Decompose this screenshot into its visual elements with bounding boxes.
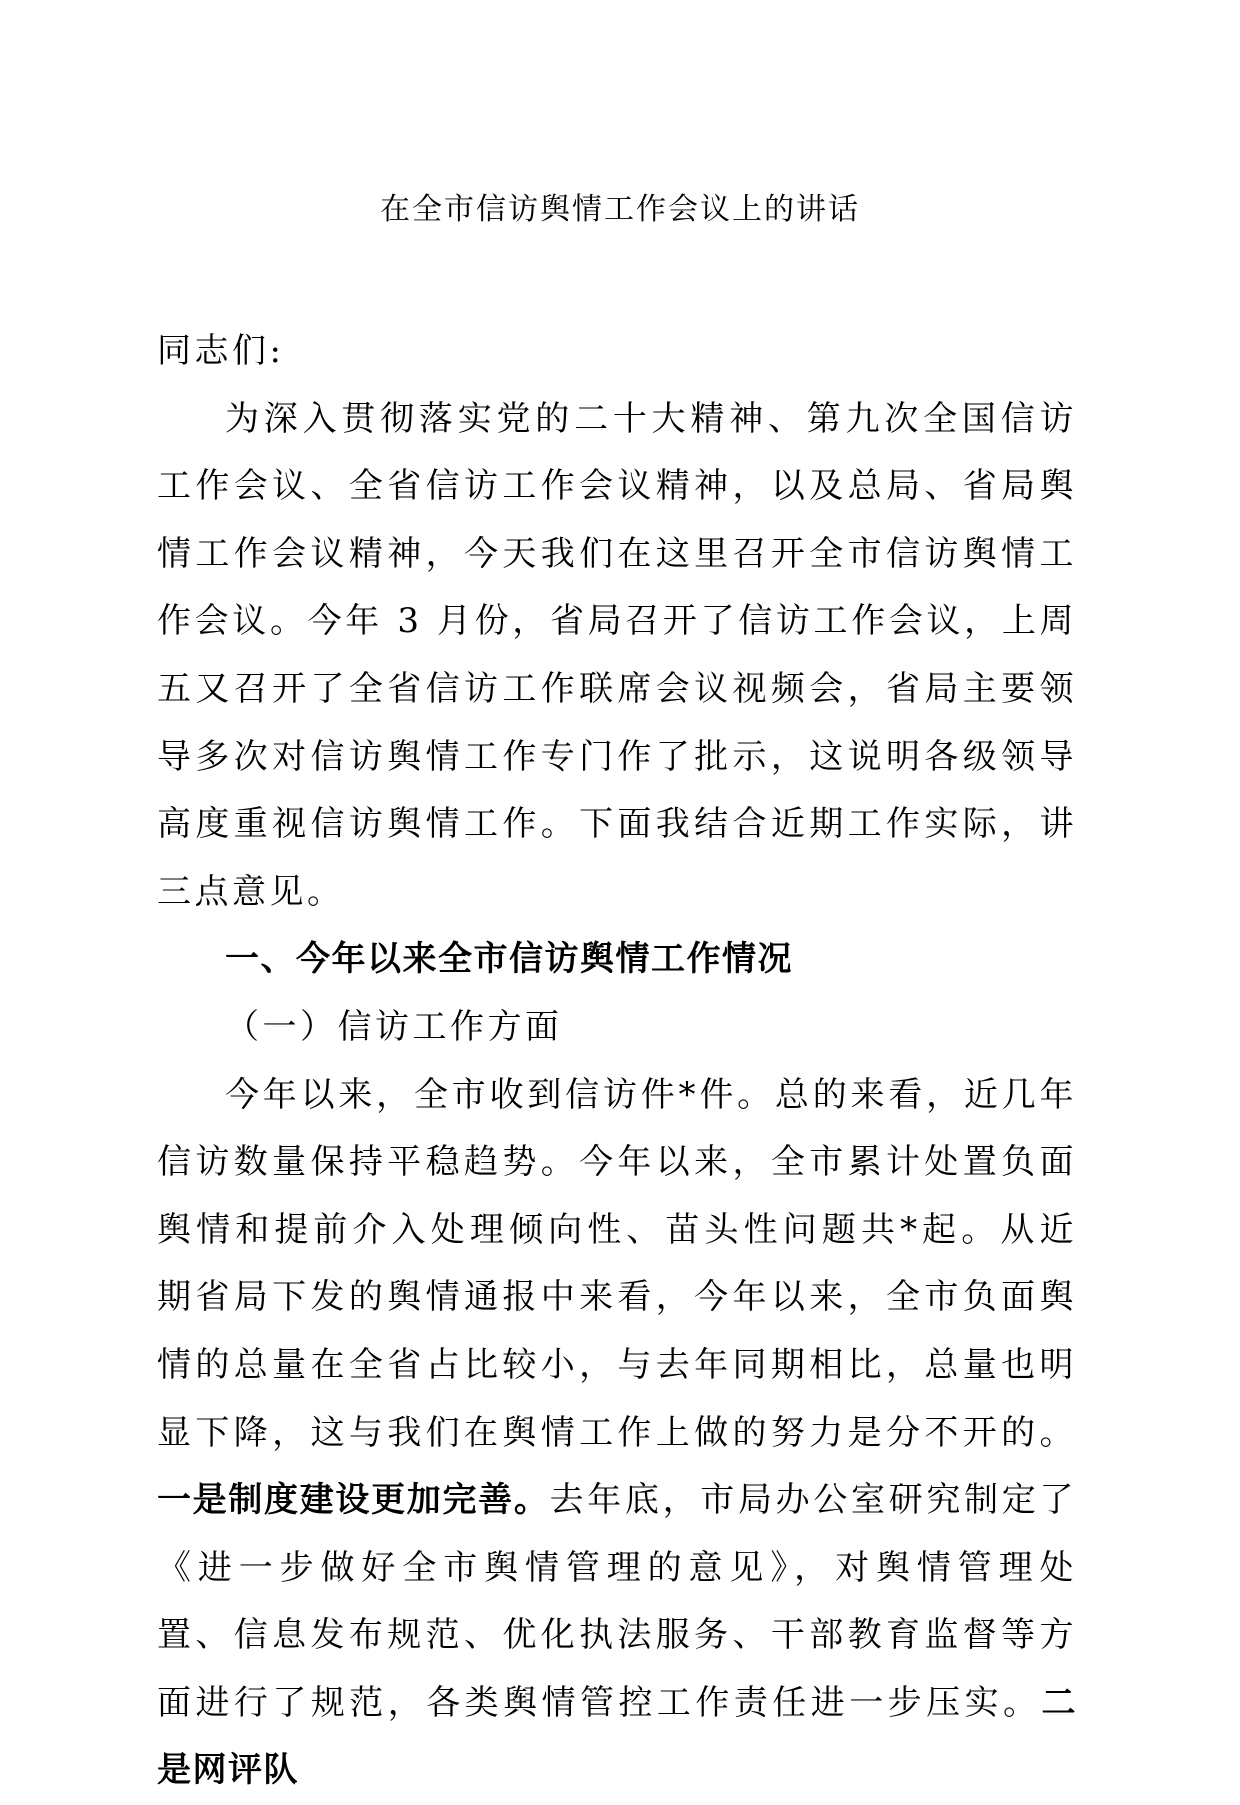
subsection-one-heading: （一）信访工作方面	[225, 1006, 563, 1047]
paragraph-text-part-1: 今年以来，全市收到信访件*件。总的来看，近几年信访数量保持平稳趋势。今年以来，全市累计处置负面舆情和提前介入处理倾向性、苗头性问题共*起。从近期省局下发的舆情通报中来看，今年以来，全市负面舆情的总量在全省占比较小，与去年同期相比，总量也明显下降，这与我们在舆情工作上做的努力是分不开的。	[157, 1074, 1077, 1453]
salutation: 同志们:	[157, 331, 285, 371]
bold-point-one: 一是制度建设更加完善。	[157, 1480, 550, 1521]
paragraph-text-part-2: 去年底，市局办公室研究制定了《进一步做好全市舆情管理的意见》，对舆情管理处置、信息发布规范、优化执法服务、干部教育监督等方面进行了规范，各类舆情管控工作责任进一步压实。	[157, 1480, 1077, 1723]
subsection-one-paragraph	[157, 1062, 1077, 1805]
section-one-heading: 一、今年以来全市信访舆情工作情况	[225, 939, 793, 980]
bold-point-two: 二是网评队	[157, 1682, 1077, 1791]
document-title: 在全市信访舆情工作会议上的讲话	[380, 192, 860, 227]
document-body	[157, 318, 1077, 1805]
intro-paragraph: 为深入贯彻落实党的二十大精神、第九次全国信访工作会议、全省信访工作会议精神，以及总局、省局舆情工作会议精神，今天我们在这里召开全市信访舆情工作会议。今年 3 月份，省局召开了信访工作会议，上周五又召开了全省信访工作联席会议视频会，省局主要领导多次对信访舆情工作专门作了批示，这说明各级领导高度重视信访舆情工作。下面我结合近期工作实际，讲三点意见。	[157, 398, 1077, 912]
